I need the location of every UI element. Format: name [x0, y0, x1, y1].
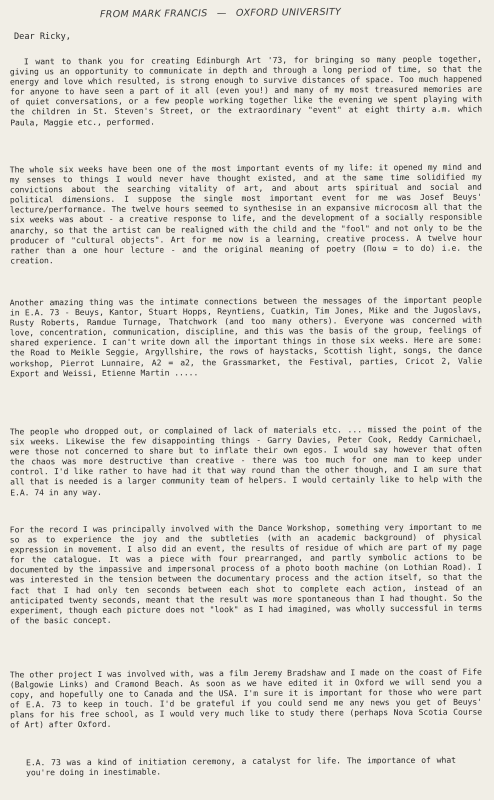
sender-affiliation: OXFORD UNIVERSITY: [235, 6, 342, 19]
paragraph-closing: E.A. 73 was a kind of initiation ceremony, a catalyst for life. The importance of what you're doing in inestimable.: [25, 754, 456, 778]
handwritten-header: [100, 7, 347, 21]
paragraph-dropouts: The people who dropped out, or complained of lack of materials etc. ... missed the point of the six weeks. Likewise the few disappointing things - Garry Davies, Peter Cook, Reddy Carmichael, were those not concerned to share but to inflate their own egos. I would say however that often the chaos was more destructive than creative - there was too much for one man to keep under control. I'd like rather to have had it that way round than the other though, and I am sure that all that is needed is a larger community team of helpers. I would certainly like to help with the E.A. 74 in any way.: [9, 423, 483, 498]
header-dash: —: [216, 7, 227, 20]
paragraph-record: For the record I was principally involved with the Dance Workshop, something very important to me so as to experience the joy and the subtleties (with an academic background) of physical expression in movement. I also did an event, the results of residue of which are part of my page for the catalogue. It was a piece with four prearranged, and partly symbolic actions to be documented by the impassive and impersonal process of a photo booth machine (on Lothian Road). I was interested in the tension between the documentary process and the action itself, so that the fact that I had only ten seconds between each shot to complete each action, instead of an anticipated twenty seconds, meant that the result was more spontaneous than I had thought. So the experiment, though each picture does not "look" as I had imagined, was wholly successful in terms of the basic concept.: [9, 521, 483, 626]
sender-name: FROM MARK FRANCIS: [99, 8, 208, 21]
paragraph-connections: Another amazing thing was the intimate connections between the messages of the important people in E.A. 73 - Beuys, Kantor, Stuart Hopps, Reyntiens, Cuatkin, Tim Jones, Mike and the Jugoslavs, Rusty Roberts, Ramdue Turnage, Thatchwork (and too many others). Everyone was concerned with love, concentration, communication, discipline, and this was the basis of the group, feelings of shared experience. I can't write down all the important things in those six weeks. Here are some: the Road to Meikle Seggie, Argyllshire, the rows of haystacks, Scottish light, songs, the dance workshop, Pierrot Lunnaire, A2 = a2, the Grassmarket, the Festival, parties, Cricot 2, Valie Export and Weissi, Etienne Martin .....: [9, 294, 483, 379]
paragraph-film-project: The other project I was involved with, was a film Jeremy Bradshaw and I made on the coast of Fife (Balgowie Links) and Cramond Beach. As soon as we have edited it in Oxford we will send you a copy, and hopefully one to Canada and the USA. I'm sure it is important for those who were part of E.A. 73 to keep in touch. I'd be grateful if you could send me any news you get of Beuys' plans for his free school, as I would very much like to study there (perhaps Nova Scotia Course of Art) after Oxford.: [9, 666, 483, 731]
salutation: Dear Ricky,: [14, 32, 71, 42]
paragraph-thanks: I want to thank you for creating Edinburgh Art '73, for bringing so many people together, giving us an opportunity to communicate in depth and through a long period of time, so that the energy and love which resulted, is strong enough to survive distances of space. Too much happened for anyone to have seen a part of it all (even you!) and many of my most treasured memories are of quiet conversations, or a few people working together like the evening we spent playing with the children in St. Steven's Street, or the extraordinary "event" at eight thirty a.m. which Paula, Maggie etc., performed.: [9, 53, 483, 128]
paragraph-six-weeks: The whole six weeks have been one of the most important events of my life: it opened my mind and my senses to things I would never have thought existed, and at the same time solidified my convictions about the searching vitality of art, and about arts spiritual and social and political dimensions. I suppose the single most important event for me was Josef Beuys' lecture/performance. The twelve hours seemed to synthesise in an expansive microcosm all that the six weeks was about - a creative response to life, and the development of a socially responsible anarchy, so that the artist can be realigned with the child and the "fool" and not only to be the producer of "cultural objects". Art for me now is a learning, creative process. A twelve hour rather than a one hour lecture - and the original meaning of poetry (Ποιω = to do) i.e. the creation.: [9, 161, 483, 266]
